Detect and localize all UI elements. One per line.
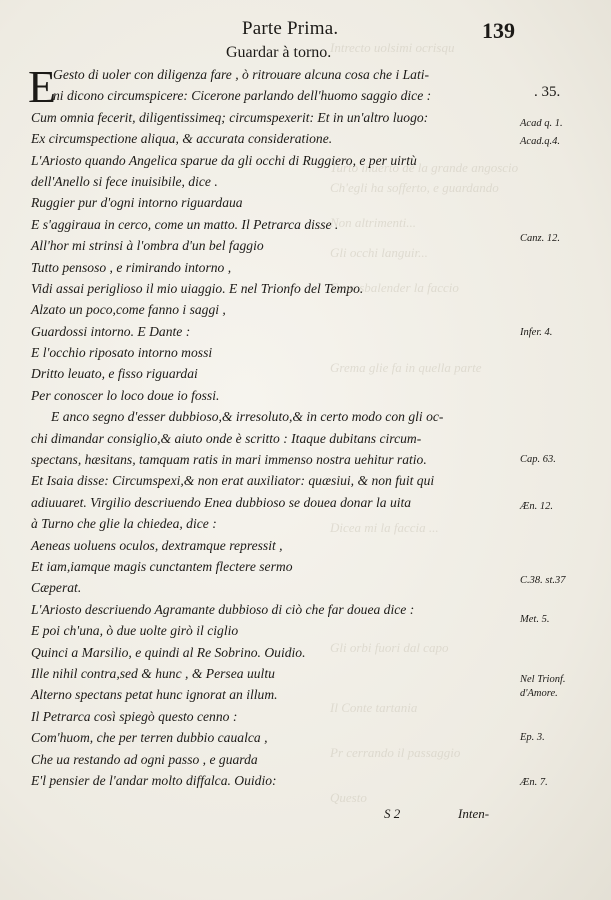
text-line: Tutto pensoso , e rimirando intorno , [31, 259, 232, 275]
text-line: Guardossi intorno. E Dante : [31, 323, 191, 339]
text-line: Per conoscer lo loco doue io fossi. [31, 387, 220, 403]
text-line: adiuuaret. Virgilio descriuendo Enea dubbioso se douea donar la uita [31, 494, 412, 510]
text-line: Che ua restando ad ogni passo , e guarda [31, 751, 258, 767]
text-line: L'Ariosto descriuendo Agramante dubbioso di ciò che far douea dice : [31, 601, 415, 617]
text-line: Alterno spectans petat hunc ignorat an illum. [31, 687, 278, 703]
text-line: E'l pensier de l'andar molto diffalca. Ouidio: [31, 772, 277, 788]
margin-note: Æn. 7. [520, 777, 548, 788]
drop-cap: E [28, 61, 57, 112]
text-line: à Turno che glie la chiedea, dice : [31, 516, 217, 532]
text-line: E s'aggiraua in cerco, come un matto. Il Petrarca disse . [31, 216, 339, 232]
text-line: Quinci a Marsilio, e quindi al Re Sobrino. Ouidio. [31, 644, 306, 660]
text-line: dell'Anello si fece inuisibile, dice . [31, 173, 218, 189]
text-line: Cæperat. [31, 580, 82, 596]
text-line: Gesto di uoler con diligenza fare , ò ritrouare alcuna cosa che i Lati- [53, 67, 430, 82]
text-line: E anco segno d'esser dubbioso,& irresoluto,& in certo modo con gli oc- [51, 409, 444, 425]
running-title: Parte Prima. [242, 18, 339, 39]
catchword: Inten- [458, 806, 490, 821]
page-footer [0, 806, 611, 830]
bleed-through-text: Intrecto uolsimi ocrisqu Turto inuerto de la grande angoscio Ch'egli ha sofferto, e guardando Non altrimenti... Gli occhi languir... Ecco sbalender la faccio Grema glie fa in quella parte Dicea mi la faccia ... Gli orbi fuori dal capo Il Conte tartania Pr cerrando il passaggio Questo [330, 40, 519, 805]
text-line: Vidi assai periglioso il mio uiaggio. E nel Trionfo del Tempo. [31, 280, 364, 296]
text-line: Ruggier pur d'ogni intorno riguardaua [31, 195, 243, 211]
text-line: E poi ch'una, ò due uolte girò il ciglio [31, 623, 239, 639]
signature-mark: S 2 [384, 806, 401, 821]
text-line: All'hor mi strinsi à l'ombra d'un bel faggio [31, 238, 264, 254]
margin-note: Nel Trionf. [520, 674, 566, 685]
text-line: chi dimandar consiglio,& aiuto onde è scritto : Itaque dubitans circum- [31, 430, 422, 446]
text-line: Ille nihil contra,sed & hunc , & Persea uultu [31, 665, 275, 681]
margin-note: Cap. 63. [520, 454, 556, 465]
margin-note: C.38. st.37 [520, 575, 566, 586]
margin-note: Canz. 12. [520, 233, 560, 244]
margin-note: Ep. 3. [520, 732, 545, 743]
margin-note: . 35. [534, 84, 561, 100]
page-number: 139 [482, 18, 515, 43]
margin-note: d'Amore. [520, 688, 558, 699]
text-line: Cum omnia fecerit, diligentissimeq; circumspexerit: Et in un'altro luogo: [31, 109, 429, 125]
text-line: Et iam,iamque magis cunctantem flectere sermo [31, 558, 293, 574]
text-line: ni dicono circumspicere: Cicerone parlando dell'huomo saggio dice : [53, 88, 432, 104]
margin-note: Æn. 12. [520, 501, 553, 512]
text-line: spectans, hæsitans, tamquam ratis in mari immenso nostra uehitur ratio. [31, 452, 427, 468]
text-line: Dritto leuato, e fisso riguardai [31, 366, 198, 382]
margin-note: Infer. 4. [520, 327, 553, 338]
text-line: Et Isaia disse: Circumspexi,& non erat auxiliator: quæsiui, & non fuit qui [31, 473, 435, 489]
text-line: E l'occhio riposato intorno mossi [31, 345, 213, 361]
section-title: Guardar à torno. [226, 44, 332, 61]
text-line: Com'huom, che per terren dubbio caualca , [31, 730, 268, 746]
margin-note: Acad.q.4. [520, 136, 560, 147]
text-line: Aeneas uoluens oculos, dextramque repressit , [31, 537, 283, 553]
body-text [31, 64, 516, 791]
margin-note: Met. 5. [520, 614, 550, 625]
text-line: L'Ariosto quando Angelica sparue da gli occhi di Ruggiero, e per uirtù [31, 152, 417, 168]
text-line: Il Petrarca così spiegò questo cenno : [31, 708, 238, 724]
text-line: Alzato un poco,come fanno i saggi , [31, 302, 226, 318]
margin-note: Acad q. 1. [520, 118, 563, 129]
text-line: Ex circumspectione aliqua, & accurata consideratione. [31, 131, 333, 147]
